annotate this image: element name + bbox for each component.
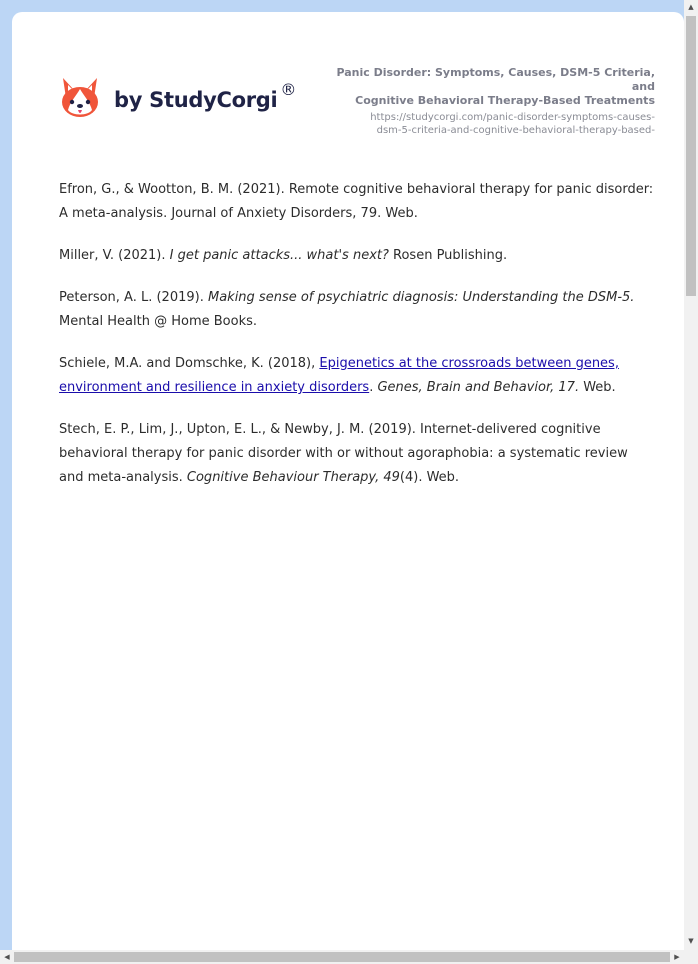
vertical-scroll-thumb[interactable] xyxy=(686,16,696,296)
reference-journal: Cognitive Behaviour Therapy, 49 xyxy=(186,470,400,485)
reference-text: Miller, V. (2021). xyxy=(59,248,170,263)
reference-item xyxy=(59,244,655,268)
reference-item xyxy=(59,286,655,334)
reference-title: Making sense of psychiatric diagnosis: Understanding the DSM-5. xyxy=(207,290,635,305)
reference-text: Peterson, A. L. (2019). xyxy=(59,290,208,305)
reference-text: Rosen Publishing. xyxy=(388,248,508,263)
vertical-scrollbar[interactable] xyxy=(684,0,698,950)
reference-item xyxy=(59,418,655,490)
reference-text: Stech, E. P., Lim, J., Upton, E. L., & Newby, J. M. (2019). Internet-delivered cognitive behavioral therapy for panic disorder with or without agoraphobia: a systematic review and meta-analysis. xyxy=(59,422,628,485)
horizontal-scrollbar[interactable] xyxy=(0,950,698,964)
scroll-down-arrow-icon[interactable]: ▼ xyxy=(688,937,694,945)
corgi-icon xyxy=(60,76,100,120)
reference-text: Web. xyxy=(579,380,616,395)
reference-item xyxy=(59,178,655,226)
registered-mark: ® xyxy=(280,80,297,99)
reference-text: . xyxy=(369,380,378,395)
reference-list xyxy=(59,178,655,508)
studycorgi-logo[interactable] xyxy=(60,76,296,120)
scroll-up-arrow-icon[interactable]: ▲ xyxy=(688,3,694,11)
reference-text: Efron, G., & Wootton, B. M. (2021). Remote cognitive behavioral therapy for panic disorder: A meta-analysis. Journal of Anxiety Disorders, 79. Web. xyxy=(59,182,654,221)
brand-name: by StudyCorgi ® xyxy=(114,80,297,112)
scroll-left-arrow-icon[interactable]: ◀ xyxy=(4,953,10,961)
reference-item xyxy=(59,352,655,400)
scroll-right-arrow-icon[interactable]: ▶ xyxy=(674,953,680,961)
reference-text: Schiele, M.A. and Domschke, K. (2018), xyxy=(59,356,320,371)
reference-title: I get panic attacks... what's next? xyxy=(169,248,389,263)
document-url[interactable] xyxy=(315,111,655,137)
document-header xyxy=(315,66,655,137)
horizontal-scroll-thumb[interactable] xyxy=(14,952,670,962)
document-title-line: Panic Disorder: Symptoms, Causes, DSM-5 Criteria, and xyxy=(336,66,655,93)
reference-journal: Genes, Brain and Behavior, 17. xyxy=(377,380,580,395)
document-title xyxy=(315,66,655,108)
document-url-line: https://studycorgi.com/panic-disorder-symptoms-causes- xyxy=(370,112,655,123)
reference-text: Mental Health @ Home Books. xyxy=(59,314,257,329)
reference-link[interactable]: Epigenetics at the crossroads between genes, environment and resilience in anxiety disorders xyxy=(59,356,619,395)
document-title-line: Cognitive Behavioral Therapy-Based Treatments xyxy=(355,94,655,107)
document-url-line: dsm-5-criteria-and-cognitive-behavioral-therapy-based- xyxy=(376,125,655,136)
reference-text: (4). Web. xyxy=(399,470,460,485)
document-page xyxy=(12,12,684,950)
